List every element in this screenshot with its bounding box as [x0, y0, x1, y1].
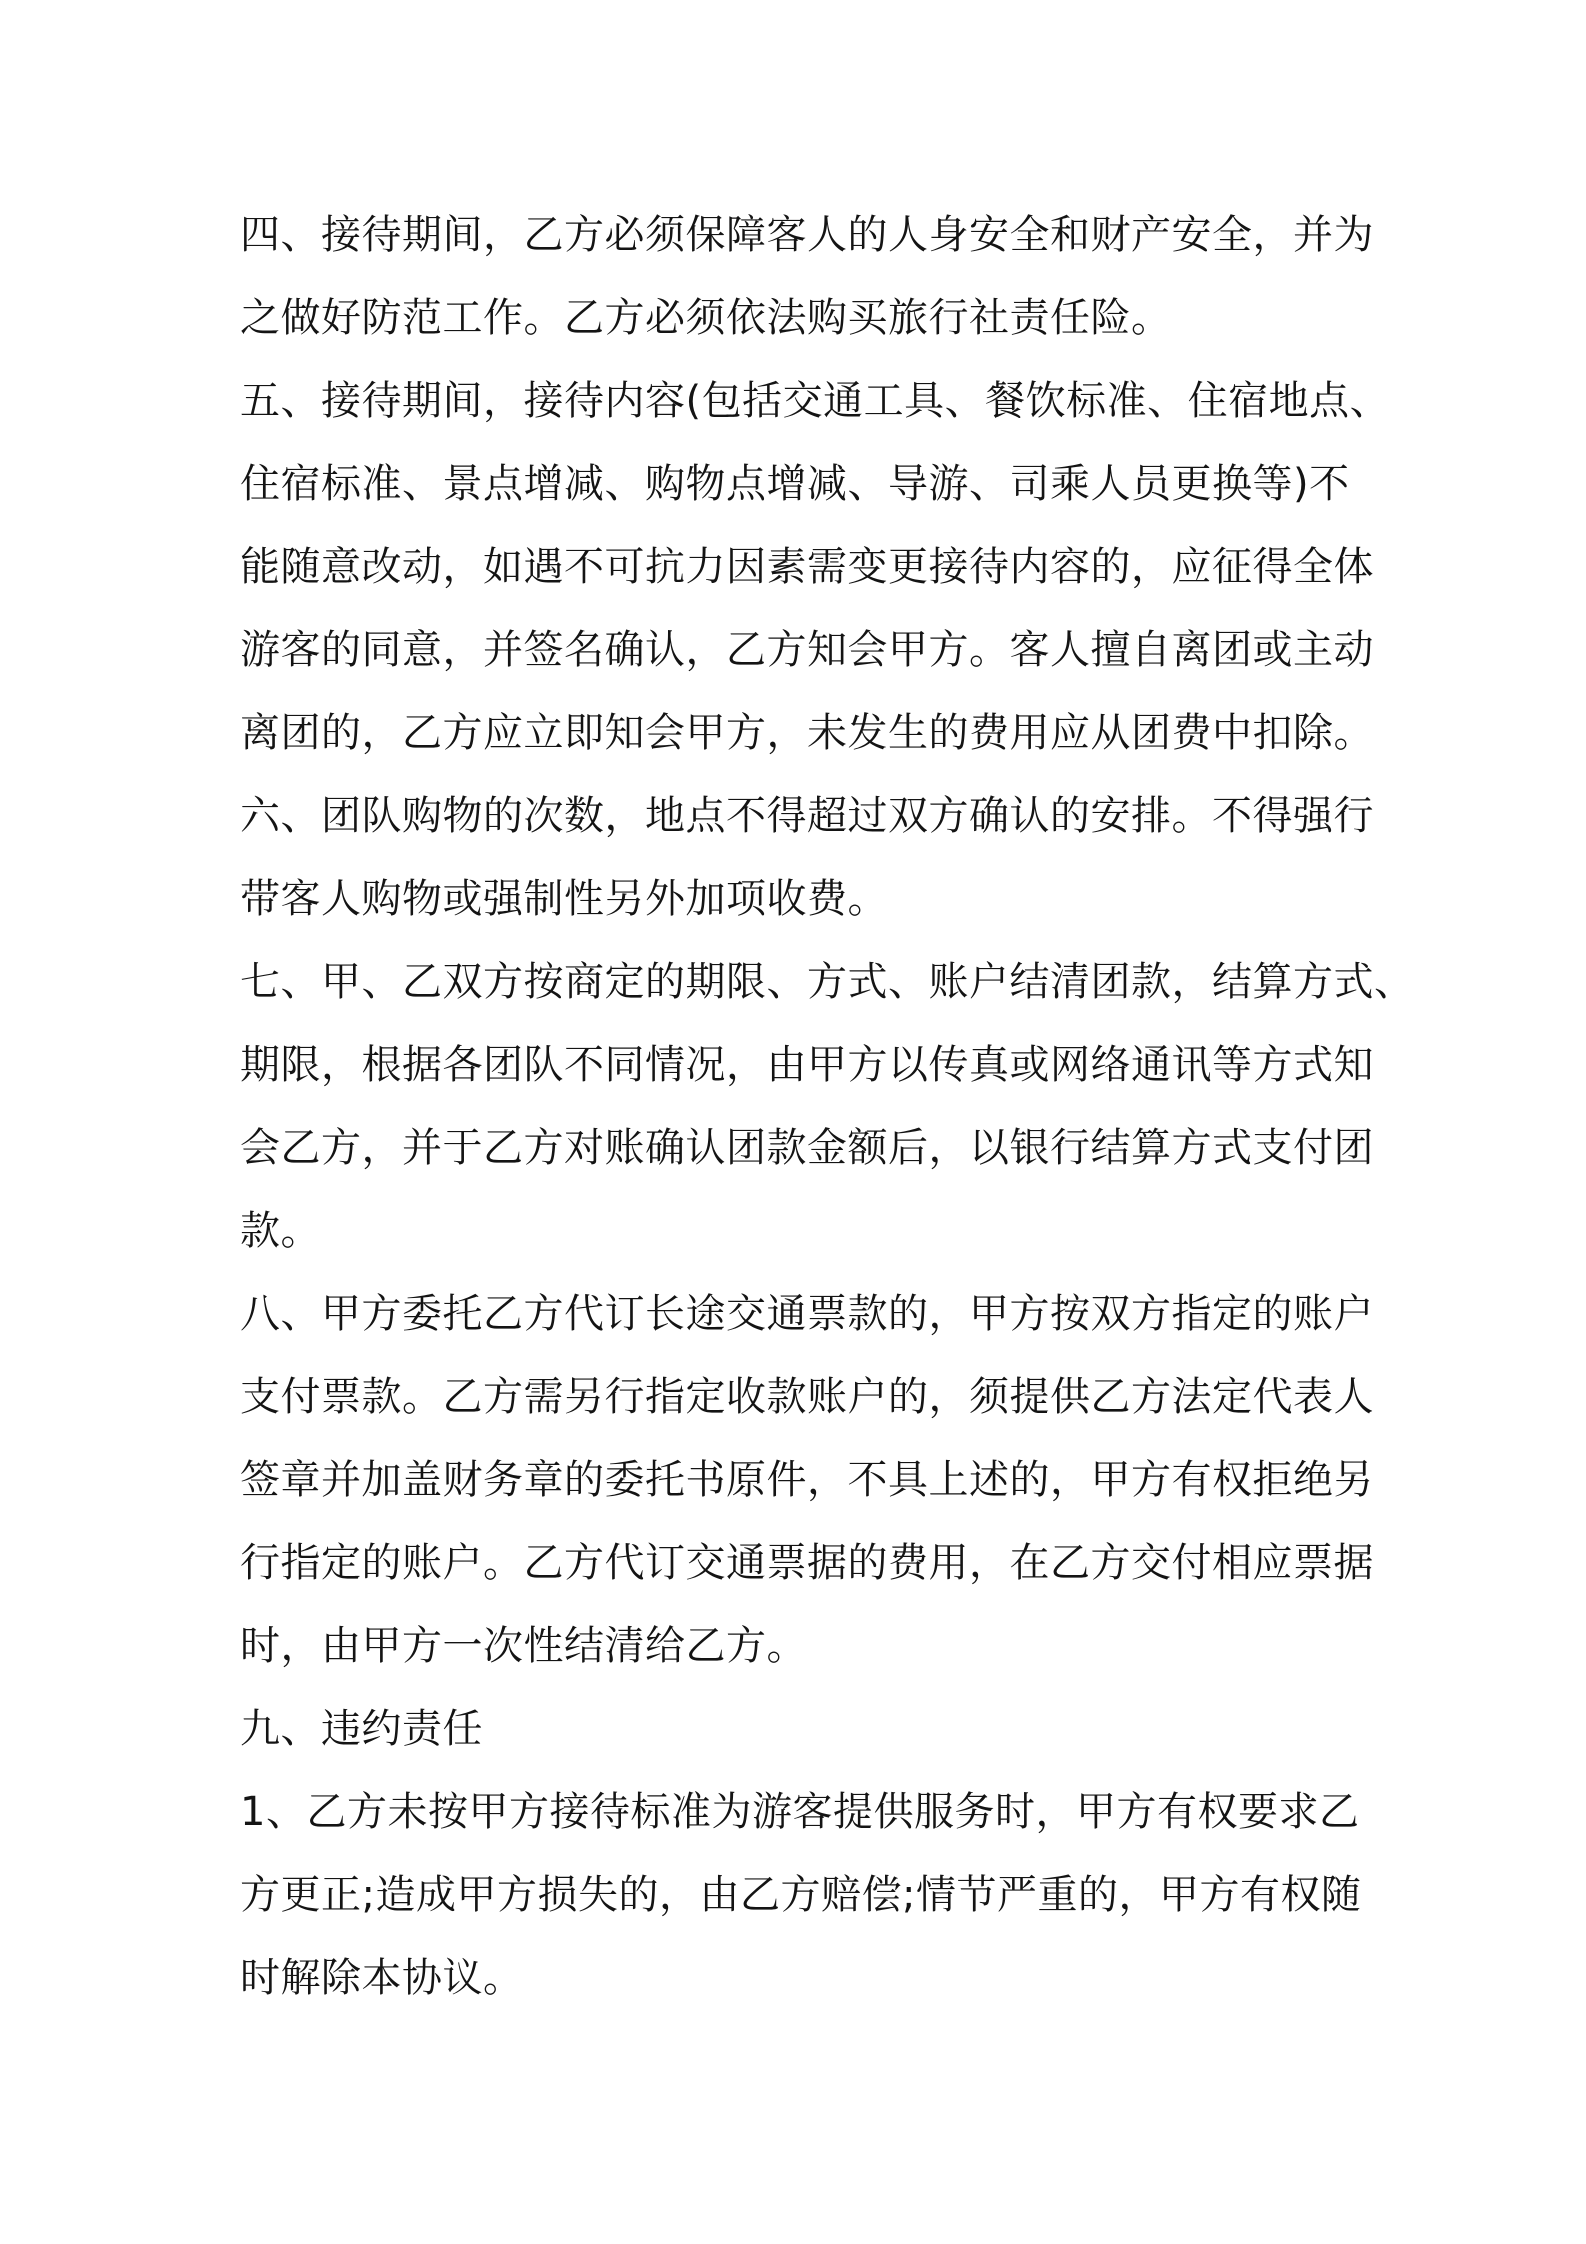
text-line: 六、团队购物的次数，地点不得超过双方确认的安排。不得强行 — [240, 793, 1374, 839]
text-line: 四、接待期间，乙方必须保障客人的人身安全和财产安全，并为 — [240, 212, 1374, 258]
text-line: 带客人购物或强制性另外加项收费。 — [240, 876, 888, 922]
text-line: 会乙方，并于乙方对账确认团款金额后，以银行结算方式支付团 — [240, 1125, 1374, 1171]
text-line: 行指定的账户。乙方代订交通票据的费用，在乙方交付相应票据 — [240, 1540, 1374, 1586]
text-line: 签章并加盖财务章的委托书原件，不具上述的，甲方有权拒绝另 — [240, 1457, 1374, 1503]
text-line: 支付票款。乙方需另行指定收款账户的，须提供乙方法定代表人 — [240, 1374, 1374, 1420]
text-line: 住宿标准、景点增减、购物点增减、导游、司乘人员更换等)不 — [240, 461, 1350, 507]
clause-8 — [240, 1273, 1374, 1688]
clause-9-heading — [240, 1688, 1360, 1771]
text-line: 八、甲方委托乙方代订长途交通票款的，甲方按双方指定的账户 — [240, 1291, 1374, 1337]
clause-4 — [240, 194, 1374, 360]
section-heading: 九、违约责任 — [240, 1706, 483, 1752]
text-line: 款。 — [240, 1208, 321, 1254]
document-body — [240, 194, 1415, 2020]
text-line: 能随意改动，如遇不可抗力因素需变更接待内容的，应征得全体 — [240, 544, 1374, 590]
text-line: 七、甲、乙双方按商定的期限、方式、账户结清团款，结算方式、 — [240, 959, 1415, 1005]
text-line: 之做好防范工作。乙方必须依法购买旅行社责任险。 — [240, 295, 1172, 341]
text-line: 期限，根据各团队不同情况，由甲方以传真或网络通讯等方式知 — [240, 1042, 1374, 1088]
clause-7 — [240, 941, 1415, 1273]
text-line: 离团的，乙方应立即知会甲方，未发生的费用应从团费中扣除。 — [240, 710, 1374, 756]
text-line: 时，由甲方一次性结清给乙方。 — [240, 1623, 807, 1669]
text-line: 五、接待期间，接待内容(包括交通工具、餐饮标准、住宿地点、 — [240, 378, 1391, 424]
clause-5 — [240, 360, 1391, 775]
clause-6 — [240, 775, 1374, 941]
text-line: 游客的同意，并签名确认，乙方知会甲方。客人擅自离团或主动 — [240, 627, 1374, 673]
clause-9-1 — [240, 1771, 1360, 2020]
text-line: 1、乙方未按甲方接待标准为游客提供服务时，甲方有权要求乙 — [240, 1789, 1360, 1835]
text-line: 方更正;造成甲方损失的，由乙方赔偿;情节严重的，甲方有权随 — [240, 1872, 1362, 1918]
text-line: 时解除本协议。 — [240, 1955, 524, 2001]
